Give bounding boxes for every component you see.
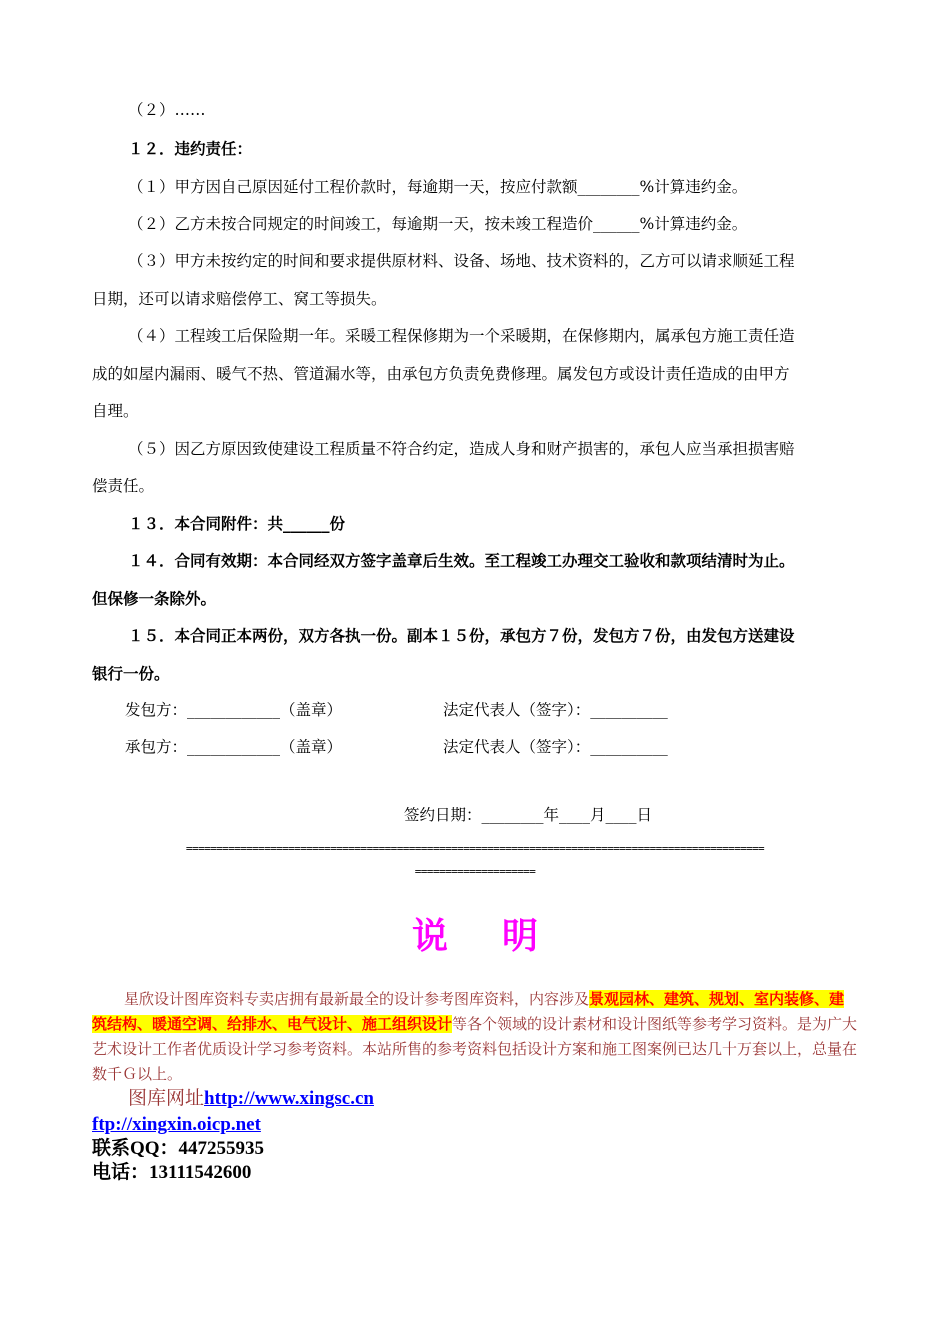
section-12-item-5-line2: 偿责任。 [92, 477, 155, 495]
item-2-continuation: （２）…… [128, 101, 206, 119]
notice-title: 说明 [411, 916, 592, 957]
notice-para-start: 星欣设计图库资料专卖店拥有最新最全的设计参考图库资料，内容涉及 [124, 990, 590, 1008]
section-14-line1: １４．合同有效期：本合同经双方签字盖章后生效。至工程竣工办理交工验收和款项结清时为止。 [128, 551, 795, 570]
section-12-item-4-line1: （４）工程竣工后保险期一年。采暖工程保修期为一个采暖期，在保修期内，属承包方施工责任造 [128, 327, 795, 345]
notice-paragraph [92, 987, 858, 1087]
separator-line-2: ==================== [414, 865, 536, 878]
section-12-item-2: （２）乙方未按合同规定的时间竣工，每逾期一天，按未竣工程造价______%计算违约金。 [128, 215, 748, 233]
notice-highlight: 景观园林、建筑、规划、室内装修、建筑结构、暖通空调、给排水、电气设计、施工组织设计 [92, 990, 845, 1033]
site-link[interactable]: http://www.xingsc.cn [204, 1088, 374, 1109]
site-label: 图库网址 [128, 1088, 205, 1109]
section-12-item-4-line2: 成的如屋内漏雨、暖气不热、管道漏水等，由承包方负责免费修理。属发包方或设计责任造成的由甲方 [92, 365, 790, 383]
section-15-line1: １５．本合同正本两份，双方各执一份。副本１５份，承包方７份，发包方７份，由发包方送建设 [128, 626, 795, 645]
section-12-item-4-line3: 自理。 [92, 402, 139, 420]
qq-contact: 联系QQ：447255935 [92, 1138, 265, 1159]
section-13: １３．本合同附件：共______份 [128, 514, 346, 533]
signature-rep-b: 法定代表人（签字）：__________ [443, 738, 668, 756]
section-12-item-5-line1: （５）因乙方原因致使建设工程质量不符合约定，造成人身和财产损害的，承包人应当承担损害赔 [128, 440, 795, 458]
section-15-line2: 银行一份。 [92, 664, 170, 683]
section-12-item-3-line2: 日期，还可以请求赔偿停工、窝工等损失。 [92, 290, 387, 308]
signing-date: 签约日期：________年____月____日 [404, 806, 653, 824]
section-12-title: １２．违约责任： [128, 139, 253, 158]
section-14-line2: 但保修一条除外。 [92, 589, 217, 608]
section-12-item-1: （１）甲方因自己原因延付工程价款时，每逾期一天，按应付款额________%计算违约金。 [128, 178, 748, 196]
signature-party-b: 承包方：____________（盖章） [125, 738, 343, 756]
section-12-item-3-line1: （３）甲方未按约定的时间和要求提供原材料、设备、场地、技术资料的，乙方可以请求顺延工程 [128, 252, 795, 270]
signature-rep-a: 法定代表人（签字）：__________ [443, 701, 668, 719]
signature-party-a: 发包方：____________（盖章） [125, 701, 343, 719]
site-row [128, 1087, 374, 1111]
phone-contact: 电话：13111542600 [92, 1162, 252, 1183]
ftp-row [92, 1113, 261, 1137]
ftp-link[interactable]: ftp://xingxin.oicp.net [92, 1114, 261, 1135]
separator-line-1: ================================================================================================ [185, 842, 765, 855]
notice-para-end: 等各个领域的设计素材和设计图纸等参考学习资料。是为广大艺术设计工作者优质设计学习参考资料。本站所售的参考资料包括设计方案和施工图案例已达几十万套以上，总量在数千Ｇ以上。 [92, 1015, 858, 1083]
